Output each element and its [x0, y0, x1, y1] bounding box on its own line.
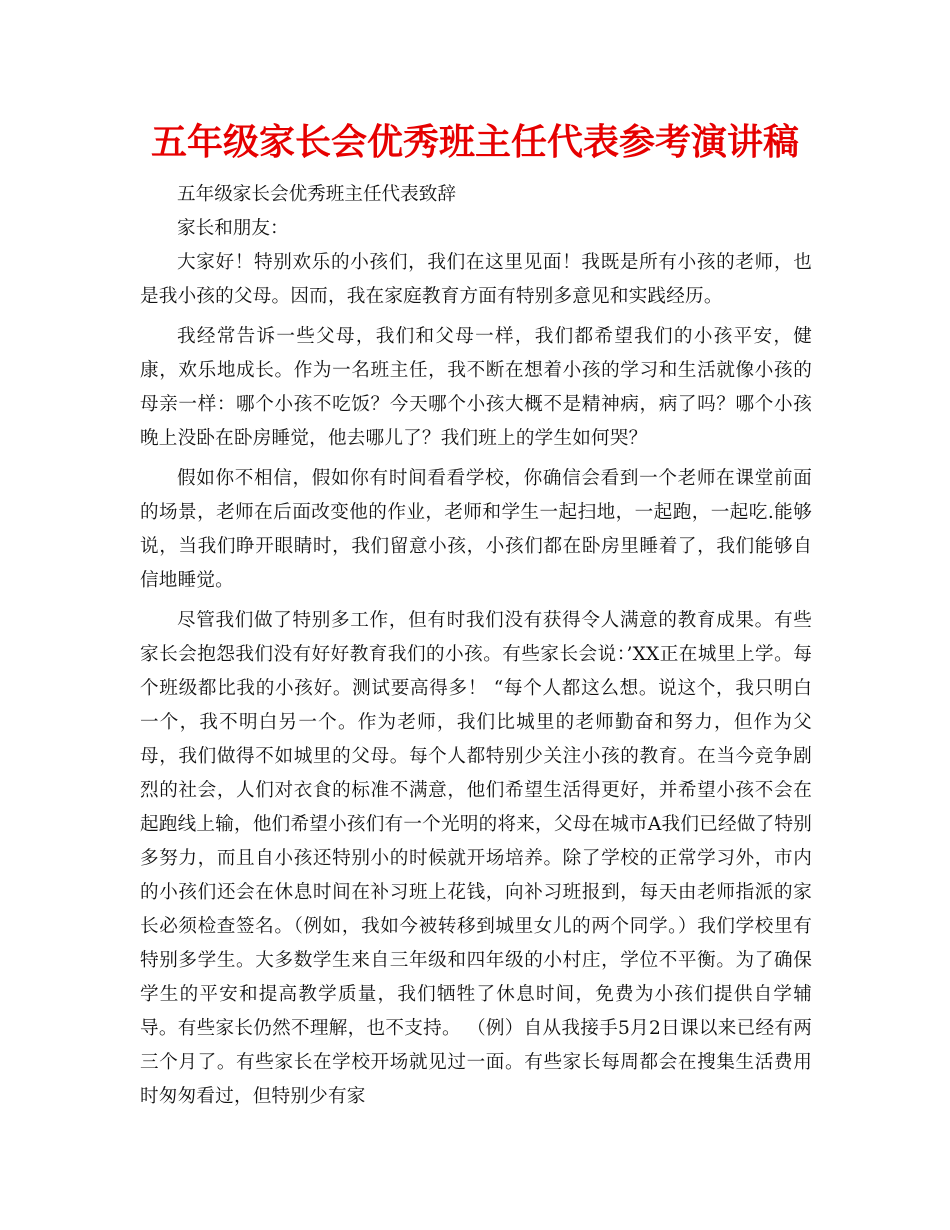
paragraph-2: 我经常告诉一些父母，我们和父母一样，我们都希望我们的小孩平安，健康，欢乐地成长。作为一名班主任，我不断在想着小孩的学习和生活就像小孩的母亲一样：哪个小孩不吃饭？今天哪个小孩大概不是精神病，病了吗？哪个小孩晚上没卧在卧房睡觉，他去哪儿了？我们班上的学生如何哭？ [140, 326, 812, 449]
paragraph-1: 大家好！特别欢乐的小孩们，我们在这里见面！我既是所有小孩的老师，也是我小孩的父母。因而，我在家庭教育方面有特别多意见和实践经历。 [140, 252, 812, 307]
document-subtitle: 五年级家长会优秀班主任代表致辞 [177, 184, 456, 205]
document-title: 五年级家长会优秀班主任代表参考演讲稿 [150, 122, 799, 163]
greeting: 家长和朋友： [177, 218, 289, 239]
document-page [140, 118, 812, 1120]
paragraph-3: 假如你不相信，假如你有时间看看学校，你确信会看到一个老师在课堂前面的场景，老师在后面改变他的作业，老师和学生一起扫地，一起跑，一起吃.能够说，当我们睁开眼睛时，我们留意小孩，小孩们都在卧房里睡着了，我们能够自信地睡觉。 [140, 468, 812, 591]
paragraph-4: 尽管我们做了特别多工作，但有时我们没有获得令人满意的教育成果。有些家长会抱怨我们没有好好教育我们的小孩。有些家长会说：’XX正在城里上学。每个班级都比我的小孩好。测试要高得多！ “每个人都这么想。说这个，我只明白一个，我不明白另一个。作为老师，我们比城里的老师勤奋和努力，但作为父母，我们做得不如城里的父母。每个人都特别少关注小孩的教育。在当今竞争剧烈的社会，人们对衣食的标准不满意，他们希望生活得更好，并希望小孩不会在起跑线上输，他们希望小孩们有一个光明的将来，父母在城市A我们已经做了特别多努力，而且自小孩还特别小的时候就开场培养。除了学校的正常学习外，市内的小孩们还会在休息时间在补习班上花钱，向补习班报到，每天由老师指派的家长必须检查签名。（例如，我如今被转移到城里女儿的两个同学。）我们学校里有特别多学生。大多数学生来自三年级和四年级的小村庄，学位不平衡。为了确保学生的平安和提高教学质量，我们牺牲了休息时间，免费为小孩们提供自学辅导。有些家长仍然不理解，也不支持。 （例）自从我接手5月2日课以来已经有两三个月了。有些家长在学校开场就见过一面。有些家长每周都会在搜集生活费用时匆匆看过，但特别少有家 [140, 610, 812, 1107]
